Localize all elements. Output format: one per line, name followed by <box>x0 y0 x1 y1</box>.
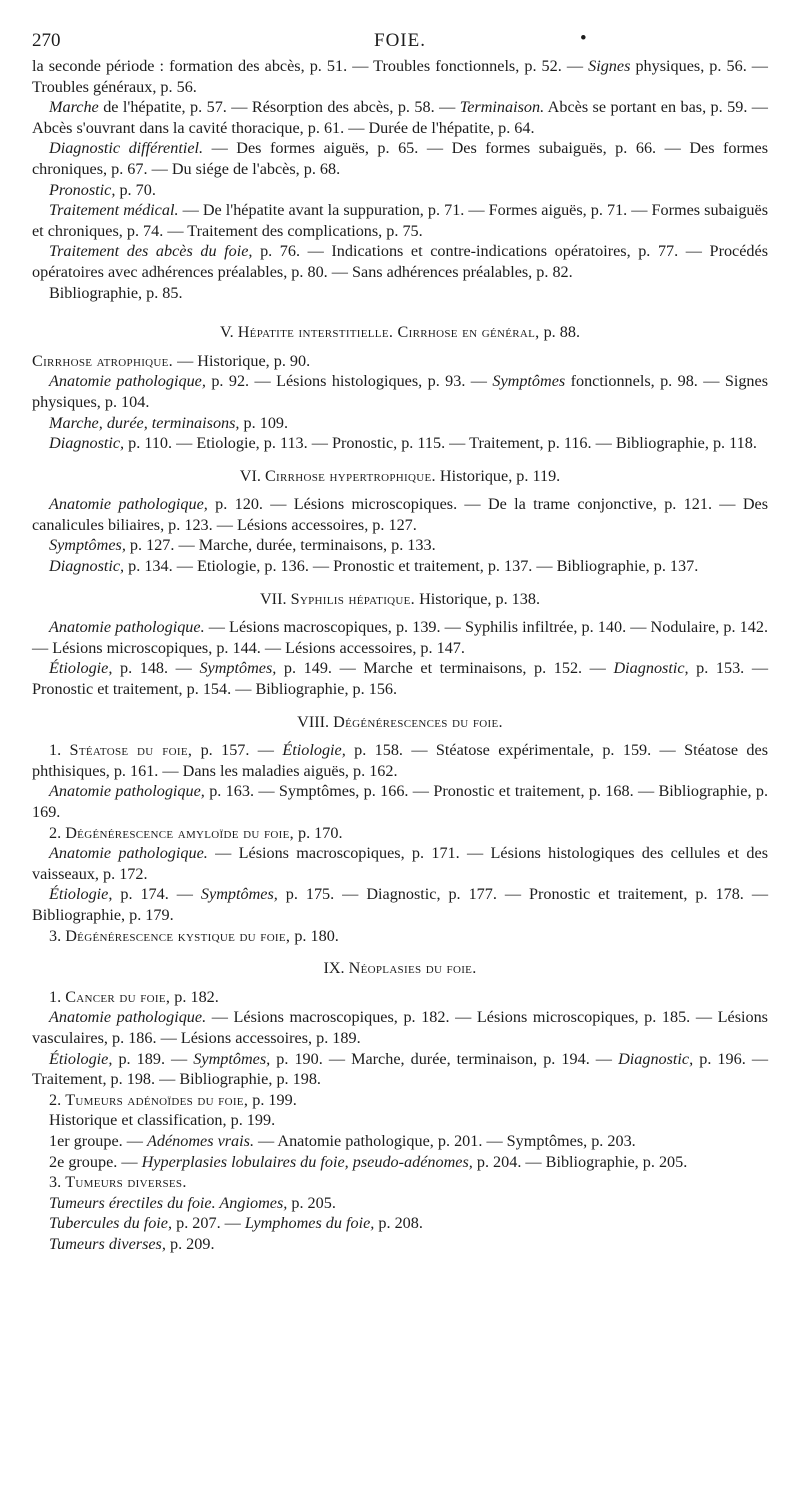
toc-entry <box>32 1007 768 1048</box>
entry-text: p. 127. — Marche, durée, terminaisons, p. 133. <box>125 536 436 555</box>
entry-text: — De l'hépatite avant la suppuration, p. 71. — Formes aiguës, p. 71. — Formes subaiguës et chroniques, p. 74. — Traitement des complications, p. 75. <box>32 201 769 240</box>
entry-text: p. 170. <box>293 823 343 842</box>
entry-text: — Lésions macroscopiques, p. 171. — Lésions histologiques des cellules et des vaisseaux, p. 172. <box>32 844 768 883</box>
section-heading <box>32 322 768 343</box>
section-heading <box>32 466 768 487</box>
entry-text: p. 205. <box>287 1193 336 1212</box>
italic-text: Étiologie, <box>49 659 113 678</box>
entry-text: la seconde période : formation des abcès, p. 51. — Troubles fonctionnels, p. 52. — <box>32 57 589 75</box>
entry-text: — Lésions macroscopiques, p. 182. — Lésions microscopiques, p. 185. — Lésions vasculaires, p. 186. — Lésions accessoires, p. 189. <box>32 1008 768 1047</box>
toc-entry <box>32 884 768 925</box>
document-page <box>32 30 768 1254</box>
entry-text: p. 208. <box>374 1214 423 1233</box>
entry-text: p. 134. — Etiologie, p. 136. — Pronostic et traitement, p. 137. — Bibliographie, p. 137. <box>124 557 699 576</box>
entry-text: p. 88. <box>539 323 580 342</box>
entry-text: 1. <box>49 987 66 1006</box>
entry-text: p. 70. <box>115 180 156 199</box>
entry-text: p. 110. — Etiologie, p. 113. — Pronostic, p. 115. — Traitement, p. 116. — Bibliographie, p. 118. <box>124 434 757 453</box>
entry-text: p. 149. — Marche et terminaisons, p. 152. — <box>276 659 614 678</box>
toc-entry <box>32 371 768 412</box>
smallcaps-text: Néoplasies du foie. <box>348 959 477 978</box>
entry-text: p. 174. — <box>112 885 201 904</box>
italic-text: Pronostic, <box>49 180 116 199</box>
entry-text: p. 92. — Lésions histologiques, p. 93. — <box>205 372 493 391</box>
entry-text: p. 199. <box>248 1090 297 1109</box>
italic-text: Étiologie, <box>49 885 113 904</box>
entry-text: 1er groupe. — <box>49 1131 147 1150</box>
smallcaps-text: Syphilis hépatique. <box>290 589 416 608</box>
entry-text: p. 76. — Indications et contre-indications opératoires, p. 77. — Procédés opératoires avec adhérences préalables, p. 80. — Sans adhérences préalables, p. 82. <box>32 242 768 281</box>
toc-entry <box>32 556 768 577</box>
toc-entry <box>32 1193 768 1214</box>
smallcaps-text: Tumeurs diverses. <box>65 1173 187 1192</box>
italic-text: Signes <box>588 57 631 75</box>
italic-text: Anatomie pathologique, <box>49 372 206 391</box>
italic-text: Étiologie, <box>49 1049 113 1068</box>
toc-entry <box>32 413 768 434</box>
entry-text: 2. <box>49 1090 66 1109</box>
page-number: 270 <box>32 30 61 51</box>
toc-entry <box>32 740 768 781</box>
entry-text: Historique, p. 119. <box>435 466 561 485</box>
entry-text: 3. <box>49 926 66 945</box>
running-title: FOIE. <box>374 30 426 51</box>
italic-text: Anatomie pathologique, <box>49 495 208 514</box>
italic-text: Symptômes, <box>200 885 278 904</box>
toc-entry <box>32 781 768 822</box>
toc-entry <box>32 1213 768 1234</box>
entry-text: 2. <box>49 823 66 842</box>
entry-text: p. 153. — Pronostic et traitement, p. 154. — Bibliographie, p. 156. <box>32 659 769 699</box>
smallcaps-text: Dégénérescence kystique du foie, <box>65 926 291 945</box>
toc-entry <box>32 1131 768 1152</box>
italic-text: Symptômes, <box>49 536 126 555</box>
page-header <box>32 30 768 56</box>
smallcaps-text: Dégénérescences du foie. <box>333 712 503 731</box>
entry-text: 2e groupe. — <box>49 1152 142 1171</box>
entry-text: VII. <box>259 589 291 608</box>
italic-text: Anatomie pathologique. <box>49 844 208 863</box>
entry-text: p. 180. <box>290 926 339 945</box>
entry-text: p. 157. — <box>192 741 283 760</box>
toc-entry <box>32 1172 768 1193</box>
entry-text: p. 158. — Stéatose expérimentale, p. 159. — Stéatose des phthisiques, p. 161. — Dans les maladies aiguës, p. 162. <box>32 741 769 780</box>
smallcaps-text: Dégénérescence amyloïde du foie, <box>65 823 294 842</box>
italic-text: Diagnostic, <box>49 557 125 576</box>
toc-entry <box>32 138 768 179</box>
italic-text: Diagnostic, <box>49 434 125 453</box>
section-heading <box>32 958 768 979</box>
entry-text: p. 209. <box>165 1234 215 1253</box>
italic-text: Marche <box>49 98 99 117</box>
toc-entry <box>32 241 768 282</box>
entry-text: — Anatomie pathologique, p. 201. — Symptômes, p. 203. <box>254 1131 636 1150</box>
entry-text: — Historique, p. 90. <box>173 351 311 370</box>
italic-text: Hyperplasies lobulaires du foie, pseudo-adénomes, <box>141 1152 473 1171</box>
entry-text: p. 189. — <box>112 1049 194 1068</box>
entry-text: VIII. <box>297 712 334 731</box>
italic-text: Traitement médical. <box>49 201 179 220</box>
italic-text: Symptômes, <box>199 659 277 678</box>
italic-text: Tumeurs érectiles du foie. Angiomes, <box>49 1193 288 1212</box>
toc-entry <box>32 200 768 241</box>
entry-text: p. 196. — Traitement, p. 198. — Bibliographie, p. 198. <box>32 1049 768 1089</box>
entry-text: Abcès se portant en bas, p. 59. — Abcès s'ouvrant dans la cavité thoracique, p. 61. — Durée de l'hépatite, p. 64. <box>32 98 768 137</box>
italic-text: Diagnostic différentiel. <box>49 139 204 158</box>
entry-text: V. <box>219 323 238 342</box>
toc-entry <box>32 56 768 97</box>
italic-text: Anatomie pathologique. <box>49 618 205 637</box>
italic-text: Traitement des abcès du foie, <box>49 242 253 261</box>
toc-entry <box>32 180 768 201</box>
italic-text: Tumeurs diverses, <box>49 1234 166 1253</box>
smallcaps-text: Cirrhose atrophique. <box>32 351 174 370</box>
entry-text: p. 148. — <box>112 659 200 678</box>
entry-text: — Des formes aiguës, p. 65. — Des formes subaiguës, p. 66. — Des formes chroniques, p. 67. — Du siége de l'abcès, p. 68. <box>32 139 768 178</box>
print-mark: • <box>580 28 587 49</box>
entry-text: p. 190. — Marche, durée, terminaison, p. 194. — <box>270 1049 619 1068</box>
entry-text: — Lésions macroscopiques, p. 139. — Syphilis infiltrée, p. 140. — Nodulaire, p. 142. — Lésions microscopiques, p. 144. — Lésions accessoires, p. 147. <box>32 618 769 657</box>
entry-text: p. 204. — Bibliographie, p. 205. <box>472 1152 688 1171</box>
smallcaps-text: Stéatose du foie, <box>69 741 193 760</box>
entry-text: IX. <box>323 959 349 978</box>
entry-text: p. 163. — Symptômes, p. 166. — Pronostic et traitement, p. 168. — Bibliographie, p. 169. <box>32 782 769 821</box>
toc-entry <box>32 1234 768 1255</box>
entry-text: de l'hépatite, p. 57. — Résorption des abcès, p. 58. — <box>98 98 460 117</box>
toc-entry <box>32 1152 768 1173</box>
toc-entry <box>32 987 768 1008</box>
toc-entry <box>32 823 768 844</box>
smallcaps-text: Hépatite interstitielle. Cirrhose en général, <box>237 323 540 342</box>
entry-text: Bibliographie, p. 85. <box>49 283 183 302</box>
italic-text: Symptômes <box>492 372 566 391</box>
toc-entry <box>32 617 768 658</box>
toc-entry <box>32 1090 768 1111</box>
toc-entry <box>32 433 768 454</box>
toc-entry <box>32 351 768 372</box>
entry-text: p. 207. — <box>172 1214 245 1233</box>
toc-entry <box>32 1110 768 1131</box>
entry-text: Historique, p. 138. <box>415 589 541 608</box>
smallcaps-text: Tumeurs adénoïdes du foie, <box>65 1090 249 1109</box>
toc-entry <box>32 535 768 556</box>
italic-text: Étiologie, <box>282 741 346 760</box>
italic-text: Anatomie pathologique, <box>49 782 205 801</box>
toc-entry <box>32 283 768 304</box>
italic-text: Terminaison. <box>459 98 545 117</box>
toc-entry <box>32 97 768 138</box>
entry-text: 3. <box>49 1173 66 1192</box>
italic-text: Marche, durée, terminaisons, <box>49 413 240 432</box>
toc-entry <box>32 1049 768 1090</box>
smallcaps-text: Cancer du foie, <box>65 987 171 1006</box>
entry-text: VI. <box>239 466 265 485</box>
italic-text: Lymphomes du foie, <box>244 1214 375 1233</box>
table-of-contents <box>32 56 768 1254</box>
smallcaps-text: Cirrhose hypertrophique. <box>264 466 436 485</box>
entry-text: p. 120. — Lésions microscopiques. — De la trame conjonctive, p. 121. — Des canalicules biliaires, p. 123. — Lésions accessoires, p. 127. <box>32 495 768 534</box>
toc-entry <box>32 494 768 535</box>
italic-text: Adénomes vrais. <box>147 1131 254 1150</box>
entry-text: fonctionnels, p. 98. — Signes physiques, p. 104. <box>32 372 768 411</box>
entry-text: Historique et classification, p. 199. <box>49 1111 276 1130</box>
italic-text: Symptômes, <box>193 1049 271 1068</box>
italic-text: Diagnostic, <box>613 659 689 678</box>
toc-entry <box>32 926 768 947</box>
section-heading <box>32 589 768 610</box>
section-heading <box>32 712 768 733</box>
italic-text: Diagnostic, <box>618 1049 694 1068</box>
toc-entry <box>32 658 768 699</box>
italic-text: Anatomie pathologique. <box>49 1008 207 1027</box>
italic-text: Tubercules du foie, <box>49 1214 173 1233</box>
entry-text: 1. <box>49 741 70 760</box>
toc-entry <box>32 843 768 884</box>
entry-text: p. 182. <box>170 987 219 1006</box>
entry-text: physiques, p. 56. — Troubles généraux, p. 56. <box>32 57 768 96</box>
entry-text: p. 109. <box>239 413 289 432</box>
entry-text: p. 175. — Diagnostic, p. 177. — Pronostic et traitement, p. 178. — Bibliographie, p. 179. <box>32 885 769 924</box>
